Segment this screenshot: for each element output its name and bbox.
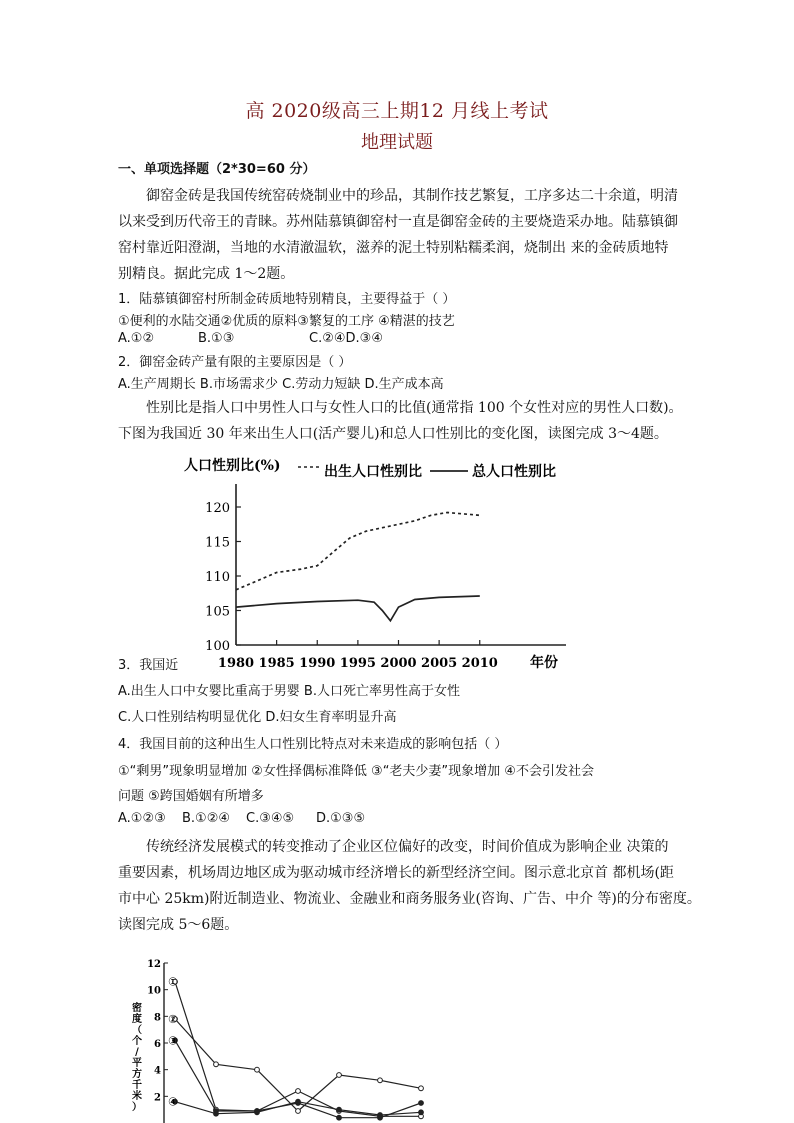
passage-line: 传统经济发展模式的转变推动了企业区位偏好的改变，时间价值成为影响企业 决策的 bbox=[146, 839, 669, 855]
density-point bbox=[378, 1113, 383, 1118]
total-sex-ratio-line bbox=[236, 596, 480, 621]
chart2-ylabel-char: 度 bbox=[132, 1014, 142, 1025]
density-point bbox=[255, 1110, 260, 1115]
passage-line: 性别比是指人口中男性人口与女性人口的比值(通常指 100 个女性对应的男性人口数)。 bbox=[146, 400, 683, 416]
chart1-xlabel: 年份 bbox=[530, 655, 558, 671]
chart1-x-tick-label: 2010 bbox=[461, 656, 498, 671]
chart1-y-tick-label: 105 bbox=[205, 604, 230, 620]
density-series-label: ④ bbox=[168, 1095, 178, 1109]
question-1: 1．陆慕镇御窑村所制金砖质地特别精良，主要得益于（ ） bbox=[118, 292, 456, 307]
birth-sex-ratio-line bbox=[236, 513, 480, 590]
passage-line: 市中心 25km)附近制造业、物流业、金融业和商务服务业(咨询、广告、中介 等)的分布密度。 bbox=[118, 891, 701, 907]
chart1-x-tick-label: 2000 bbox=[380, 656, 417, 671]
density-series-line bbox=[175, 1040, 421, 1117]
question-3-options-cd: C.人口性别结构明显优化 D.妇女生育率明显升高 bbox=[118, 710, 397, 725]
passage-line: 窑村靠近阳澄湖，当地的水清澈温软，滋养的泥土特别粘糯柔润，烧制出 来的金砖质地特 bbox=[118, 240, 669, 256]
exam-subtitle: 地理试题 bbox=[361, 132, 433, 153]
question-1-option-a: A.①② bbox=[118, 331, 155, 346]
question-2-options: A.生产周期长 B.市场需求少 C.劳动力短缺 D.生产成本高 bbox=[118, 377, 444, 392]
chart1-ylabel: 人口性别比(%) bbox=[184, 458, 281, 474]
chart2-y-tick-label: 4 bbox=[154, 1065, 161, 1077]
passage-line: 读图完成 5～6题。 bbox=[118, 917, 239, 933]
question-4-items: ①“剩男”现象明显增加 ②女性择偶标准降低 ③“老夫少妻”现象增加 ④不会引发社会 bbox=[118, 764, 594, 779]
chart2-ylabel-char: 米 bbox=[132, 1091, 142, 1102]
chart2-ylabel-char: / bbox=[135, 1047, 139, 1058]
chart2-y-tick-label: 8 bbox=[154, 1012, 161, 1024]
density-point bbox=[214, 1062, 219, 1067]
chart1-x-tick-label: 1985 bbox=[258, 656, 295, 671]
chart2-ylabel-char: 方 bbox=[132, 1069, 142, 1080]
passage-line: 御窑金砖是我国传统窑砖烧制业中的珍品，其制作技艺繁复，工序多达二十余道，明清 bbox=[146, 188, 678, 204]
density-point bbox=[255, 1067, 260, 1072]
question-4-option-b: B.①②④ bbox=[182, 811, 231, 826]
passage-line: 以来受到历代帝王的青睐。苏州陆慕镇御窑村一直是御窑金砖的主要烧造采办地。陆慕镇御 bbox=[118, 214, 678, 230]
chart2-ylabel-char: 千 bbox=[132, 1080, 142, 1091]
chart1-y-tick-label: 100 bbox=[205, 639, 230, 654]
chart2-ylabel-char: 平 bbox=[132, 1058, 142, 1069]
density-point bbox=[337, 1073, 342, 1078]
question-4-option-a: A.①②③ bbox=[118, 811, 166, 826]
chart1-x-tick-label: 2005 bbox=[421, 656, 458, 671]
chart2-ylabel-char: ） bbox=[132, 1102, 142, 1113]
density-point bbox=[214, 1111, 219, 1116]
density-point bbox=[419, 1110, 424, 1115]
chart1-y-tick-label: 110 bbox=[205, 570, 230, 585]
density-point bbox=[419, 1086, 424, 1091]
question-4-option-d: D.①③⑤ bbox=[316, 811, 366, 826]
question-1-option-cd: C.②④D.③④ bbox=[309, 331, 383, 346]
chart1-y-tick-label: 115 bbox=[205, 535, 230, 551]
question-3: 3．我国近 bbox=[118, 658, 179, 673]
density-point bbox=[296, 1109, 301, 1114]
chart1-x-tick-label: 1995 bbox=[339, 656, 376, 671]
chart2-ylabel-char: 个 bbox=[132, 1036, 142, 1047]
legend-total-label: 总人口性别比 bbox=[472, 464, 556, 480]
passage-line: 下图为我国近 30 年来出生人口(活产婴儿)和总人口性别比的变化图，读图完成 3～4题。 bbox=[118, 426, 668, 442]
density-series-line bbox=[175, 982, 421, 1117]
density-point bbox=[337, 1107, 342, 1112]
passage-line: 别精良。据此完成 1～2题。 bbox=[118, 266, 295, 282]
sex-ratio-chart bbox=[178, 450, 598, 675]
chart2-y-tick-label: 2 bbox=[154, 1092, 161, 1104]
question-2: 2．御窑金砖产量有限的主要原因是（ ） bbox=[118, 355, 352, 370]
chart2-y-tick-label: 6 bbox=[154, 1039, 161, 1050]
chart2-y-tick-label: 10 bbox=[147, 985, 161, 997]
chart1-y-tick-label: 120 bbox=[205, 501, 230, 516]
density-point bbox=[419, 1101, 424, 1106]
chart1-x-tick-label: 1990 bbox=[299, 656, 336, 671]
density-chart bbox=[128, 955, 438, 1123]
density-point bbox=[337, 1115, 342, 1120]
density-series-label: ① bbox=[168, 975, 178, 989]
density-point bbox=[378, 1078, 383, 1083]
density-series-label: ③ bbox=[168, 1034, 178, 1048]
density-point bbox=[296, 1099, 301, 1104]
question-3-options-ab: A.出生人口中女婴比重高于男婴 B.人口死亡率男性高于女性 bbox=[118, 684, 460, 699]
exam-title: 高 2020级高三上期12 月线上考试 bbox=[245, 100, 549, 122]
legend-birth-label: 出生人口性别比 bbox=[324, 464, 422, 480]
density-series-label: ② bbox=[168, 1013, 178, 1026]
chart2-ylabel-char: 密 bbox=[132, 1003, 142, 1014]
question-4: 4．我国目前的这种出生人口性别比特点对未来造成的影响包括（ ） bbox=[118, 737, 508, 752]
chart2-ylabel-char: （ bbox=[132, 1025, 142, 1036]
chart1-x-tick-label: 1980 bbox=[217, 656, 255, 671]
chart2-y-tick-label: 12 bbox=[147, 959, 161, 970]
density-point bbox=[296, 1089, 301, 1094]
question-4-option-c: C.③④⑤ bbox=[246, 811, 295, 826]
question-1-option-b: B.①③ bbox=[198, 331, 235, 346]
question-4-items: 问题 ⑤跨国婚姻有所增多 bbox=[118, 789, 264, 804]
passage-line: 重要因素，机场周边地区成为驱动城市经济增长的新型经济空间。图示意北京首 都机场(距 bbox=[118, 865, 674, 881]
question-1-items: ①便利的水陆交通②优质的原料③繁复的工序 ④精湛的技艺 bbox=[118, 314, 455, 329]
section-heading: 一、单项选择题（2*30=60 分） bbox=[118, 162, 316, 177]
